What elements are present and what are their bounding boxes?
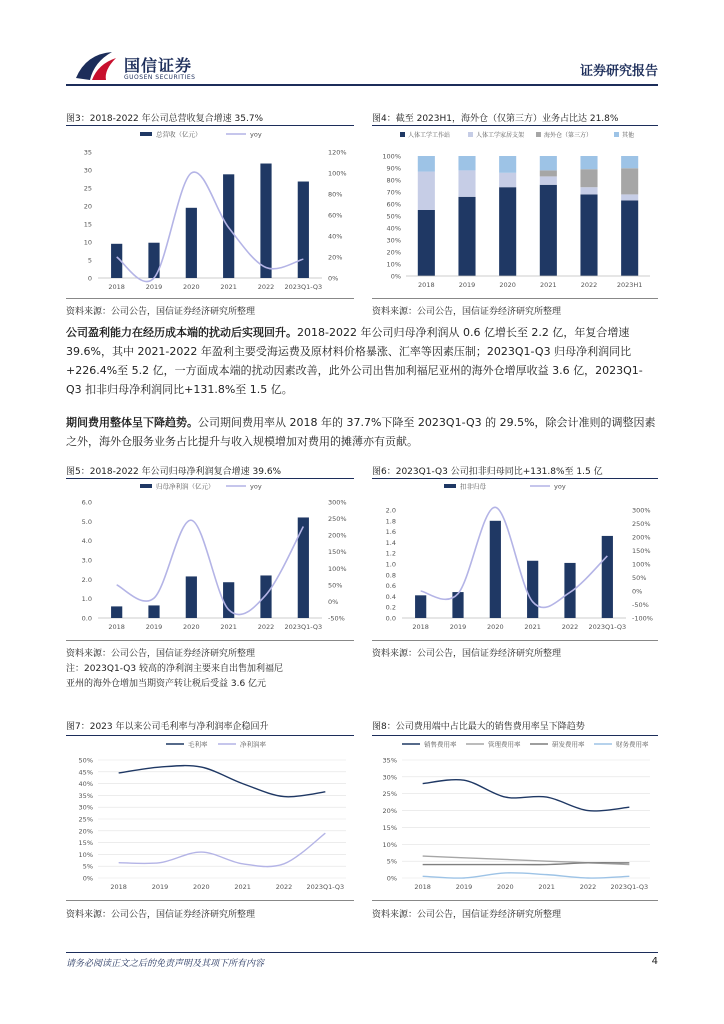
- fig5-top-rule: [66, 478, 354, 479]
- legend-label-line: yoy: [250, 482, 262, 491]
- legend-label-2: 研发费用率: [552, 740, 585, 749]
- fig7-title: 图7：2023 年以来公司毛利率与净利润率企稳回升: [66, 722, 269, 732]
- x-tick-label: 2023Q1-Q3: [610, 883, 649, 891]
- bar-2019: [452, 592, 463, 618]
- y2-tick-label: 50%: [632, 574, 647, 582]
- fig8-chart: [372, 738, 658, 898]
- legend-swatch-1: [468, 132, 473, 137]
- bar-2020: [186, 576, 197, 618]
- y-tick-label: 0%: [82, 874, 93, 883]
- y-tick-label: 1.6: [385, 528, 396, 537]
- x-tick-label: 2023Q1-Q3: [588, 623, 627, 631]
- legend-swatch-3: [614, 132, 619, 137]
- y-tick-label: 60%: [386, 200, 401, 209]
- fig4-source: 资料来源：公司公告，国信证券经济研究所整理: [372, 307, 562, 317]
- paragraph-profitability-body: 2018-2022 年公司归母净利润从 0.6 亿增长至 2.2 亿，年复合增速 39.6%，其中 2021-2022 年盈利主要受海运费及原材料价格暴涨、汇率等因素压制；2023Q1-Q3 归母净利润同比+226.4%至 5.2 亿，一方面成本端的扰动因素改善，此外公司出售加利福尼亚州的海外仓增厚收益 3.6 亿，2023Q1-Q3 扣非归母净利润同比+131.8%至 1.5 亿。: [66, 326, 643, 396]
- legend-swatch-2: [536, 132, 541, 137]
- paragraph-expenses-lead: 期间费用整体呈下降趋势。: [66, 416, 198, 429]
- x-tick-label: 2023Q1-Q3: [284, 283, 323, 291]
- y2-tick-label: 100%: [328, 169, 347, 178]
- y-tick-label: 80%: [386, 176, 401, 185]
- stack-seg-2023H1-2: [621, 168, 638, 194]
- y-tick-label: 6.0: [81, 498, 92, 507]
- y-tick-label: 0%: [390, 272, 401, 281]
- y-tick-label: 0.2: [385, 603, 396, 612]
- legend-label-1: 人体工学家居支架: [476, 132, 525, 139]
- stack-seg-2022-0: [580, 194, 597, 276]
- y-tick-label: 30%: [382, 773, 397, 782]
- fig7-top-rule: [66, 735, 354, 736]
- fig5-title: 图5：2018-2022 年公司归母净利润复合增速 39.6%: [66, 467, 282, 477]
- x-tick-label: 2018: [108, 623, 125, 631]
- stack-seg-2018-1: [418, 172, 435, 210]
- series-line-1: [119, 833, 326, 866]
- stack-seg-2019-1: [458, 170, 475, 196]
- footer-disclaimer: 请务必阅读正文之后的免责声明及其项下所有内容: [66, 959, 265, 969]
- fig3-chart: [66, 128, 354, 296]
- y-tick-label: 5: [87, 256, 92, 265]
- y-tick-label: 3.0: [81, 556, 92, 565]
- logo-text-en: GUOSEN SECURITIES: [124, 74, 196, 81]
- y2-tick-label: 0%: [328, 274, 339, 283]
- logo-text-cn: 国信证券: [124, 56, 193, 75]
- stack-seg-2020-1: [499, 173, 516, 187]
- x-tick-label: 2018: [414, 883, 431, 891]
- fig8-top-rule: [372, 735, 658, 736]
- y-tick-label: 1.4: [385, 538, 396, 547]
- fig6-title: 图6：2023Q1-Q3 公司扣非归母同比+131.8%至 1.5 亿: [372, 467, 603, 477]
- yoy-line: [117, 172, 304, 282]
- y-tick-label: 35%: [382, 756, 397, 765]
- y-tick-label: 2.0: [81, 575, 92, 584]
- guosen-logo: [72, 48, 232, 88]
- stack-seg-2023H1-0: [621, 200, 638, 276]
- x-tick-label: 2022: [257, 623, 275, 631]
- y-tick-label: 1.0: [385, 560, 396, 569]
- x-tick-label: 2022: [579, 883, 597, 891]
- y2-tick-label: 100%: [328, 564, 347, 573]
- bar-2021: [527, 561, 538, 618]
- x-tick-label: 2018: [108, 283, 125, 291]
- fig4-bottom-rule: [372, 298, 658, 299]
- y2-tick-label: 0%: [328, 597, 339, 606]
- y-tick-label: 10%: [78, 850, 93, 859]
- fig5-bottom-rule: [66, 640, 354, 641]
- x-tick-label: 2022: [580, 281, 598, 289]
- x-tick-label: 2021: [538, 883, 555, 891]
- fig8-title: 图8：公司费用端中占比最大的销售费用率呈下降趋势: [372, 722, 585, 732]
- legend-label-line: yoy: [554, 482, 566, 491]
- fig5-source: 资料来源：公司公告，国信证券经济研究所整理: [66, 649, 256, 659]
- bar-2023Q1-Q3: [602, 536, 613, 618]
- y2-tick-label: 250%: [328, 515, 347, 524]
- y-tick-label: 15%: [382, 823, 397, 832]
- y2-tick-label: 200%: [328, 531, 347, 540]
- paragraph-expenses-body: 公司期间费用率从 2018 年的 37.7%下降至 2023Q1-Q3 的 29.5%，除会计准则的调整因素之外，海外仓服务业务占比提升与收入规模增加对费用的摊薄亦有贡献。: [66, 416, 656, 448]
- fig5-note: 注：2023Q1-Q3 较高的净利润主要来自出售加利福尼亚州的海外仓增加当期资产转让税后受益 3.6 亿元: [66, 664, 283, 689]
- legend-label-3: 财务费用率: [616, 740, 649, 749]
- fig8-source: 资料来源：公司公告，国信证券经济研究所整理: [372, 910, 562, 920]
- stack-seg-2020-3: [499, 156, 516, 173]
- legend-label-1: 管理费用率: [488, 740, 521, 749]
- y-tick-label: 35%: [78, 791, 93, 800]
- series-line-0: [423, 780, 630, 811]
- bar-2020: [490, 521, 501, 618]
- stack-seg-2023H1-3: [621, 156, 638, 168]
- stack-seg-2020-0: [499, 187, 516, 276]
- stack-seg-2021-2: [540, 170, 557, 176]
- fig4-title: 图4：截至 2023H1，海外仓（仅第三方）业务占比达 21.8%: [372, 114, 619, 124]
- fig3-top-rule: [66, 125, 354, 126]
- x-tick-label: 2022: [275, 883, 293, 891]
- y2-tick-label: 300%: [632, 506, 651, 515]
- x-tick-label: 2019: [151, 883, 169, 891]
- y-tick-label: 1.8: [385, 517, 396, 526]
- x-tick-label: 2019: [449, 623, 467, 631]
- fig8-bottom-rule: [372, 900, 658, 901]
- y-tick-label: 40%: [78, 780, 93, 789]
- x-tick-label: 2020: [499, 281, 516, 289]
- y-tick-label: 0.6: [385, 582, 396, 591]
- x-tick-label: 2019: [145, 623, 163, 631]
- x-tick-label: 2021: [220, 283, 237, 291]
- y2-tick-label: -50%: [328, 614, 345, 623]
- y-tick-label: 20: [83, 202, 92, 211]
- guosen-logo-mark: [72, 48, 120, 84]
- header-divider: [66, 84, 658, 86]
- y-tick-label: 2.0: [385, 506, 396, 515]
- y-tick-label: 10: [83, 238, 92, 247]
- y-tick-label: 0.0: [81, 614, 92, 623]
- legend-label-0: 销售费用率: [424, 740, 457, 749]
- paragraph-profitability: [66, 323, 658, 399]
- fig3-source: 资料来源：公司公告，国信证券经济研究所整理: [66, 307, 256, 317]
- stack-seg-2018-0: [418, 210, 435, 276]
- stack-seg-2022-2: [580, 169, 597, 187]
- paragraph-expenses: [66, 413, 658, 451]
- x-tick-label: 2020: [497, 883, 514, 891]
- y-tick-label: 20%: [386, 248, 401, 257]
- y-tick-label: 15: [83, 220, 92, 229]
- stack-seg-2021-3: [540, 156, 557, 170]
- legend-label-0: 毛利率: [188, 740, 208, 749]
- fig6-chart: [372, 480, 658, 638]
- y2-tick-label: 150%: [328, 548, 347, 557]
- bar-2023Q1-Q3: [298, 182, 309, 278]
- fig6-bottom-rule: [372, 640, 658, 641]
- y-tick-label: 30%: [386, 236, 401, 245]
- y2-tick-label: 0%: [632, 587, 643, 596]
- stack-seg-2019-3: [458, 156, 475, 170]
- fig4-top-rule: [372, 125, 658, 126]
- x-tick-label: 2023H1: [616, 281, 643, 289]
- fig3-bottom-rule: [66, 298, 354, 299]
- yoy-line: [117, 520, 304, 614]
- fig3-title: 图3：2018-2022 年公司总营收复合增速 35.7%: [66, 114, 264, 124]
- stack-seg-2018-3: [418, 156, 435, 172]
- y-tick-label: 0%: [386, 874, 397, 883]
- fig7-bottom-rule: [66, 900, 354, 901]
- stack-seg-2021-0: [540, 185, 557, 276]
- y-tick-label: 35: [83, 148, 92, 157]
- yoy-line: [421, 507, 608, 607]
- y-tick-label: 5%: [386, 857, 397, 866]
- bar-2019: [148, 605, 159, 618]
- y2-tick-label: 150%: [632, 547, 651, 555]
- y-tick-label: 1.0: [81, 595, 92, 604]
- legend-swatch-bar: [444, 484, 456, 488]
- legend-label-1: 净利润率: [240, 740, 266, 749]
- y-tick-label: 10%: [382, 840, 397, 849]
- fig4-chart: [372, 128, 658, 296]
- x-tick-label: 2018: [412, 623, 429, 631]
- y-tick-label: 30: [83, 166, 92, 175]
- y-tick-label: 0: [87, 274, 92, 283]
- stack-seg-2022-1: [580, 187, 597, 194]
- y-tick-label: 50%: [78, 756, 93, 765]
- y-tick-label: 1.2: [385, 549, 396, 558]
- x-tick-label: 2020: [193, 883, 210, 891]
- y-tick-label: 20%: [382, 807, 397, 816]
- x-tick-label: 2022: [257, 283, 275, 291]
- legend-label-3: 其他: [622, 132, 635, 139]
- y2-tick-label: -100%: [632, 614, 653, 623]
- x-tick-label: 2020: [183, 623, 200, 631]
- fig6-top-rule: [372, 478, 658, 479]
- y2-tick-label: 40%: [328, 232, 343, 241]
- legend-label-bar: 扣非归母: [460, 482, 486, 491]
- fig6-source: 资料来源：公司公告，国信证券经济研究所整理: [372, 649, 562, 659]
- x-tick-label: 2020: [487, 623, 504, 631]
- x-tick-label: 2019: [145, 283, 163, 291]
- y2-tick-label: 100%: [632, 560, 651, 569]
- y-tick-label: 25%: [78, 815, 93, 824]
- fig7-chart: [66, 738, 354, 898]
- x-tick-label: 2019: [458, 281, 476, 289]
- y2-tick-label: 60%: [328, 211, 343, 220]
- y-tick-label: 25%: [382, 790, 397, 799]
- y2-tick-label: 80%: [328, 190, 343, 199]
- series-line-0: [119, 766, 326, 797]
- x-tick-label: 2022: [561, 623, 579, 631]
- y2-tick-label: 250%: [632, 520, 651, 528]
- y-tick-label: 10%: [386, 260, 401, 269]
- footer-divider: [66, 952, 658, 953]
- y-tick-label: 15%: [78, 839, 93, 848]
- x-tick-label: 2021: [234, 883, 251, 891]
- fig5-chart: [66, 480, 354, 638]
- y-tick-label: 100%: [382, 152, 401, 161]
- stack-seg-2021-1: [540, 176, 557, 184]
- bar-2022: [260, 575, 271, 618]
- x-tick-label: 2023Q1-Q3: [306, 883, 345, 891]
- x-tick-label: 2018: [418, 281, 435, 289]
- y-tick-label: 30%: [78, 803, 93, 812]
- y2-tick-label: -50%: [632, 601, 649, 609]
- stack-seg-2023H1-1: [621, 194, 638, 200]
- fig7-source: 资料来源：公司公告，国信证券经济研究所整理: [66, 910, 256, 920]
- y2-tick-label: 120%: [328, 148, 347, 157]
- x-tick-label: 2019: [455, 883, 473, 891]
- x-tick-label: 2020: [183, 283, 200, 291]
- y-tick-label: 4.0: [81, 537, 92, 546]
- legend-swatch-0: [400, 132, 405, 137]
- y-tick-label: 5%: [82, 862, 93, 871]
- report-type-title: 证券研究报告: [579, 64, 658, 79]
- page-number: 4: [651, 956, 658, 967]
- y-tick-label: 45%: [78, 768, 93, 777]
- y-tick-label: 40%: [386, 224, 401, 233]
- y-tick-label: 0.8: [385, 571, 396, 580]
- y-tick-label: 5.0: [81, 517, 92, 526]
- y-tick-label: 25: [83, 184, 92, 193]
- y2-tick-label: 200%: [632, 533, 651, 542]
- y2-tick-label: 20%: [328, 253, 343, 262]
- bar-2020: [186, 208, 197, 278]
- y-tick-label: 0.4: [385, 592, 396, 601]
- bar-2021: [223, 174, 234, 278]
- y-tick-label: 70%: [386, 188, 401, 197]
- bar-2018: [415, 595, 426, 618]
- y2-tick-label: 300%: [328, 498, 347, 507]
- legend-label-line: yoy: [250, 130, 262, 139]
- y-tick-label: 20%: [78, 827, 93, 836]
- series-line-3: [423, 873, 630, 878]
- y-tick-label: 50%: [386, 212, 401, 221]
- legend-label-bar: 总营收（亿元）: [156, 130, 202, 139]
- stack-seg-2022-3: [580, 156, 597, 169]
- legend-swatch-bar: [140, 132, 152, 136]
- y-tick-label: 0.0: [385, 614, 396, 623]
- stack-seg-2019-0: [458, 197, 475, 276]
- legend-label-2: 海外仓（第三方）: [544, 132, 593, 139]
- x-tick-label: 2021: [220, 623, 237, 631]
- x-tick-label: 2023Q1-Q3: [284, 623, 323, 631]
- bar-2018: [111, 606, 122, 618]
- y-tick-label: 90%: [386, 164, 401, 173]
- x-tick-label: 2021: [540, 281, 557, 289]
- legend-label-0: 人体工学工作站: [408, 132, 451, 139]
- legend-label-bar: 归母净利润（亿元）: [156, 482, 215, 491]
- paragraph-profitability-lead: 公司盈利能力在经历成本端的扰动后实现回升。: [66, 326, 297, 339]
- x-tick-label: 2021: [524, 623, 541, 631]
- bar-2022: [260, 164, 271, 278]
- x-tick-label: 2018: [110, 883, 127, 891]
- legend-swatch-bar: [140, 484, 152, 488]
- y2-tick-label: 50%: [328, 581, 343, 590]
